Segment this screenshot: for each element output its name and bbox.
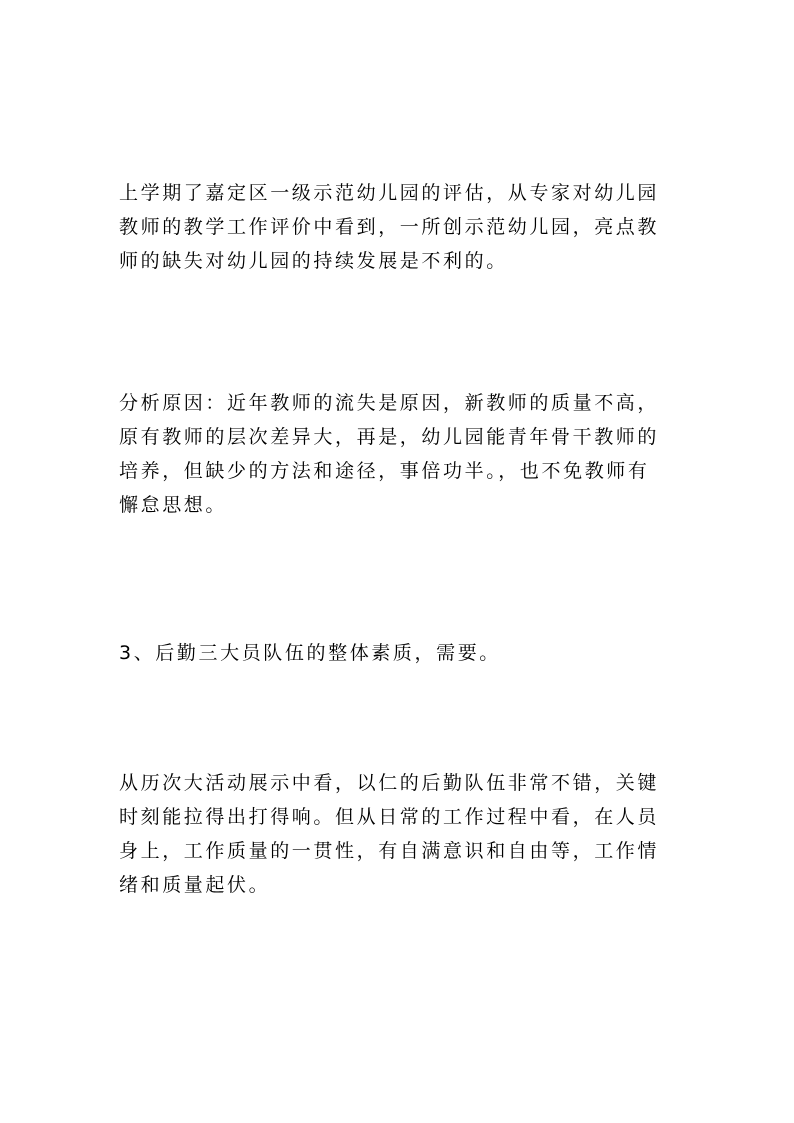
- paragraph-line: 培养，但缺少的方法和途径，事倍功半。，也不免教师有: [119, 460, 650, 482]
- paragraph-line: 时刻能拉得出打得响。但从日常的工作过程中看，在人员: [119, 806, 660, 828]
- paragraph-line: 分析原因：近年教师的流失是原因，新教师的质量不高，: [119, 392, 660, 414]
- paragraph-evaluation: [119, 176, 679, 278]
- paragraph-line: 懈怠思想。: [119, 494, 228, 516]
- paragraph-line: 上学期了嘉定区一级示范幼儿园的评估，从专家对幼儿园: [119, 182, 660, 204]
- paragraph-line: 3、后勤三大员队伍的整体素质，需要。: [119, 642, 501, 664]
- paragraph-cause-analysis: [119, 386, 679, 522]
- paragraph-section-heading: [119, 636, 679, 670]
- paragraph-line: 教师的教学工作评价中看到，一所创示范幼儿园，亮点教: [119, 216, 660, 238]
- paragraph-line: 身上，工作质量的一贯性，有自满意识和自由等，工作情: [119, 840, 660, 862]
- paragraph-line: 从历次大活动展示中看，以仁的后勤队伍非常不错，关键: [119, 772, 660, 794]
- paragraph-line: 原有教师的层次差异大，再是，幼儿园能青年骨干教师的: [119, 426, 660, 448]
- paragraph-logistics-team: [119, 766, 679, 902]
- paragraph-line: 师的缺失对幼儿园的持续发展是不利的。: [119, 250, 508, 272]
- paragraph-line: 绪和质量起伏。: [119, 874, 271, 896]
